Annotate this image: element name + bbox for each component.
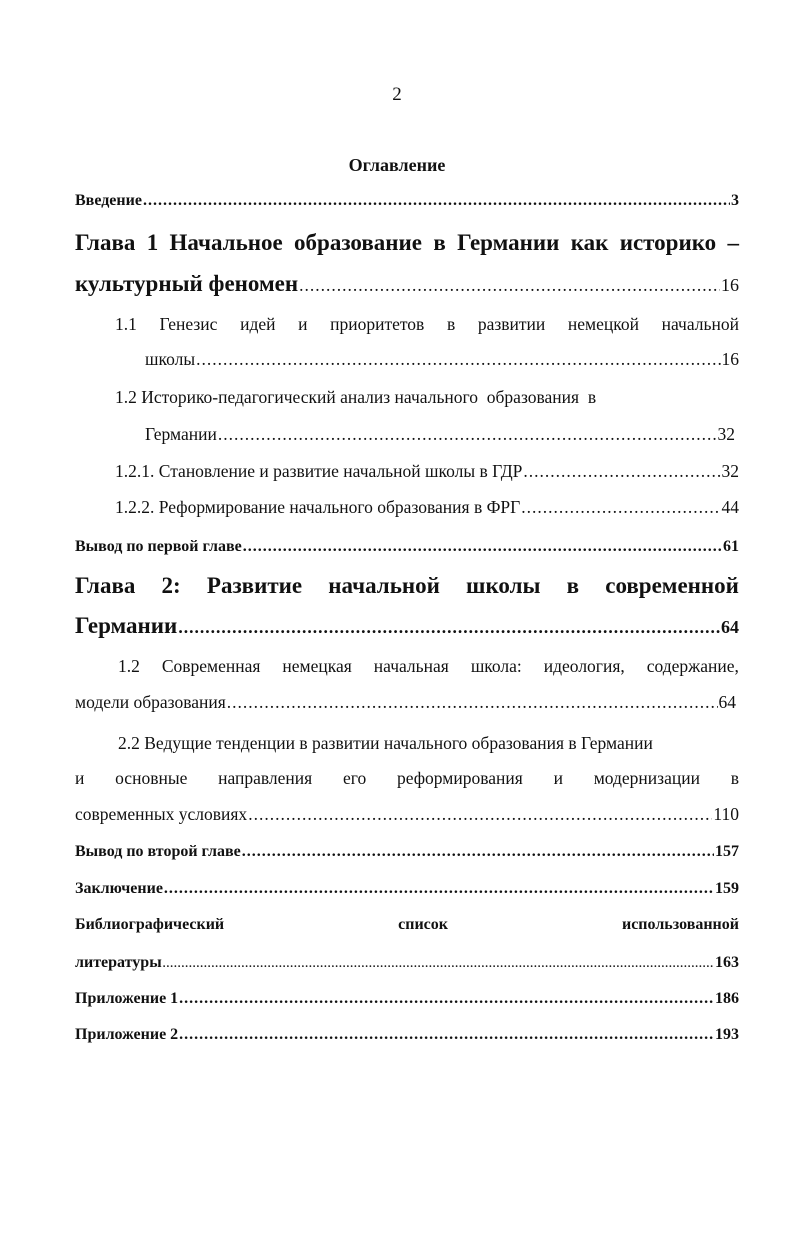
entry-page: 16	[721, 349, 739, 369]
toc-entry-conclusion	[75, 880, 739, 898]
section-2-2-line1	[118, 733, 653, 754]
word: Библиографический	[75, 916, 225, 933]
entry-label: Германии	[75, 613, 178, 638]
word: начальная	[373, 656, 449, 676]
word: в	[566, 573, 580, 598]
word: и	[298, 314, 308, 334]
word: Развитие	[206, 573, 303, 598]
section-2-1-line2	[75, 692, 736, 713]
dot-leader	[179, 1026, 714, 1044]
word: направления	[218, 768, 313, 788]
entry-page: 110	[713, 804, 739, 824]
entry-page: 3	[731, 192, 739, 209]
dot-leader	[179, 990, 714, 1008]
entry-label: школы	[145, 349, 196, 369]
page-number: 2	[392, 84, 402, 105]
entry-label: 1.2 Историко-педагогический анализ начального образования в	[115, 387, 597, 407]
word: 1	[146, 230, 159, 255]
word: Глава	[75, 230, 136, 255]
section-1-2-line1	[115, 387, 596, 408]
entry-page: 32	[717, 424, 735, 444]
word: школа:	[470, 656, 522, 676]
dot-leader	[143, 192, 730, 210]
word: как	[570, 230, 609, 255]
entry-label: Вывод по второй главе	[75, 843, 241, 860]
dot-leader	[164, 880, 714, 898]
word: и	[75, 768, 85, 788]
word: Современная	[161, 656, 261, 676]
entry-label: 1.2.1. Становление и развитие начальной школы в ГДР	[115, 461, 523, 481]
dot-leader	[242, 843, 714, 861]
word: немецкой	[567, 314, 639, 334]
word: историко	[619, 230, 717, 255]
entry-page: 186	[715, 990, 739, 1007]
section-1-2-line2	[145, 424, 735, 445]
word: школы	[466, 573, 541, 598]
word: 1.2	[118, 656, 140, 676]
entry-label: Заключение	[75, 880, 163, 897]
entry-label: Германии	[145, 424, 217, 444]
section-2-1-line1	[118, 656, 739, 677]
section-1-1-line1	[115, 314, 739, 335]
entry-label: современных условиях	[75, 804, 248, 824]
word: Глава	[75, 573, 136, 598]
section-2-2-line3	[75, 804, 739, 825]
toc-entry-conclusion-chapter-1	[75, 538, 739, 556]
bibliography-line2	[75, 954, 739, 972]
word: немецкая	[282, 656, 352, 676]
entry-label: культурный феномен	[75, 271, 299, 296]
entry-label: 2.2 Ведущие тенденции в развитии начального образования в Германии	[118, 733, 653, 753]
word: модернизации	[593, 768, 700, 788]
word: 2:	[161, 573, 181, 598]
dot-leader	[218, 424, 717, 445]
dot-leader	[196, 349, 720, 370]
section-1-2-1	[115, 461, 739, 482]
chapter-2-title-line1	[75, 573, 739, 599]
word: –	[727, 230, 739, 255]
word: список	[398, 916, 448, 933]
bibliography-line1	[75, 916, 739, 934]
word: развитии	[477, 314, 546, 334]
word: идей	[240, 314, 276, 334]
section-1-2-2	[115, 497, 739, 518]
chapter-2-title-line2	[75, 613, 739, 639]
word: Генезис	[159, 314, 218, 334]
dot-leader	[521, 497, 720, 518]
word: Начальное	[169, 230, 283, 255]
entry-page: 159	[715, 880, 739, 897]
dot-leader	[243, 538, 722, 556]
entry-label: литературы	[75, 954, 162, 971]
entry-page: 157	[715, 843, 739, 860]
word: содержание,	[646, 656, 739, 676]
chapter-1-title-line1	[75, 230, 739, 256]
entry-page: 61	[723, 538, 739, 555]
word: основные	[115, 768, 188, 788]
word: идеология,	[543, 656, 625, 676]
toc-title: Оглавление	[348, 155, 446, 175]
word: в	[433, 230, 446, 255]
dot-leader	[299, 275, 720, 296]
word: в	[446, 314, 456, 334]
chapter-1-title-line2	[75, 271, 739, 297]
entry-page: 32	[721, 461, 739, 481]
dot-leader	[248, 804, 712, 825]
section-2-2-line2	[75, 768, 739, 789]
entry-label: Вывод по первой главе	[75, 538, 242, 555]
word: 1.1	[115, 314, 137, 334]
section-1-1-line2	[145, 349, 739, 370]
word: использованной	[621, 916, 739, 933]
dot-leader	[163, 958, 714, 970]
word: начальной	[328, 573, 440, 598]
entry-label: Приложение 1	[75, 990, 179, 1007]
entry-label: Приложение 2	[75, 1026, 179, 1043]
entry-label: Введение	[75, 192, 142, 209]
word: Германии	[457, 230, 560, 255]
entry-page: 193	[715, 1026, 739, 1043]
entry-label: модели образования	[75, 692, 226, 712]
word: начальной	[661, 314, 739, 334]
dot-leader	[523, 461, 720, 482]
entry-page: 64	[718, 692, 736, 712]
word: реформирования	[396, 768, 523, 788]
dot-leader	[227, 692, 718, 713]
toc-entry-introduction	[75, 192, 739, 210]
word: и	[553, 768, 563, 788]
word: его	[342, 768, 367, 788]
word: приоритетов	[330, 314, 425, 334]
entry-page: 16	[721, 275, 739, 295]
word: в	[730, 768, 739, 788]
toc-entry-appendix-2	[75, 1026, 739, 1044]
entry-page: 44	[721, 497, 739, 517]
word: образование	[294, 230, 422, 255]
toc-entry-appendix-1	[75, 990, 739, 1008]
entry-page: 163	[715, 954, 739, 971]
entry-label: 1.2.2. Реформирование начального образования в ФРГ	[115, 497, 521, 517]
entry-page: 64	[721, 617, 739, 637]
toc-entry-conclusion-chapter-2	[75, 843, 739, 861]
dot-leader	[178, 617, 720, 638]
word: современной	[605, 573, 739, 598]
